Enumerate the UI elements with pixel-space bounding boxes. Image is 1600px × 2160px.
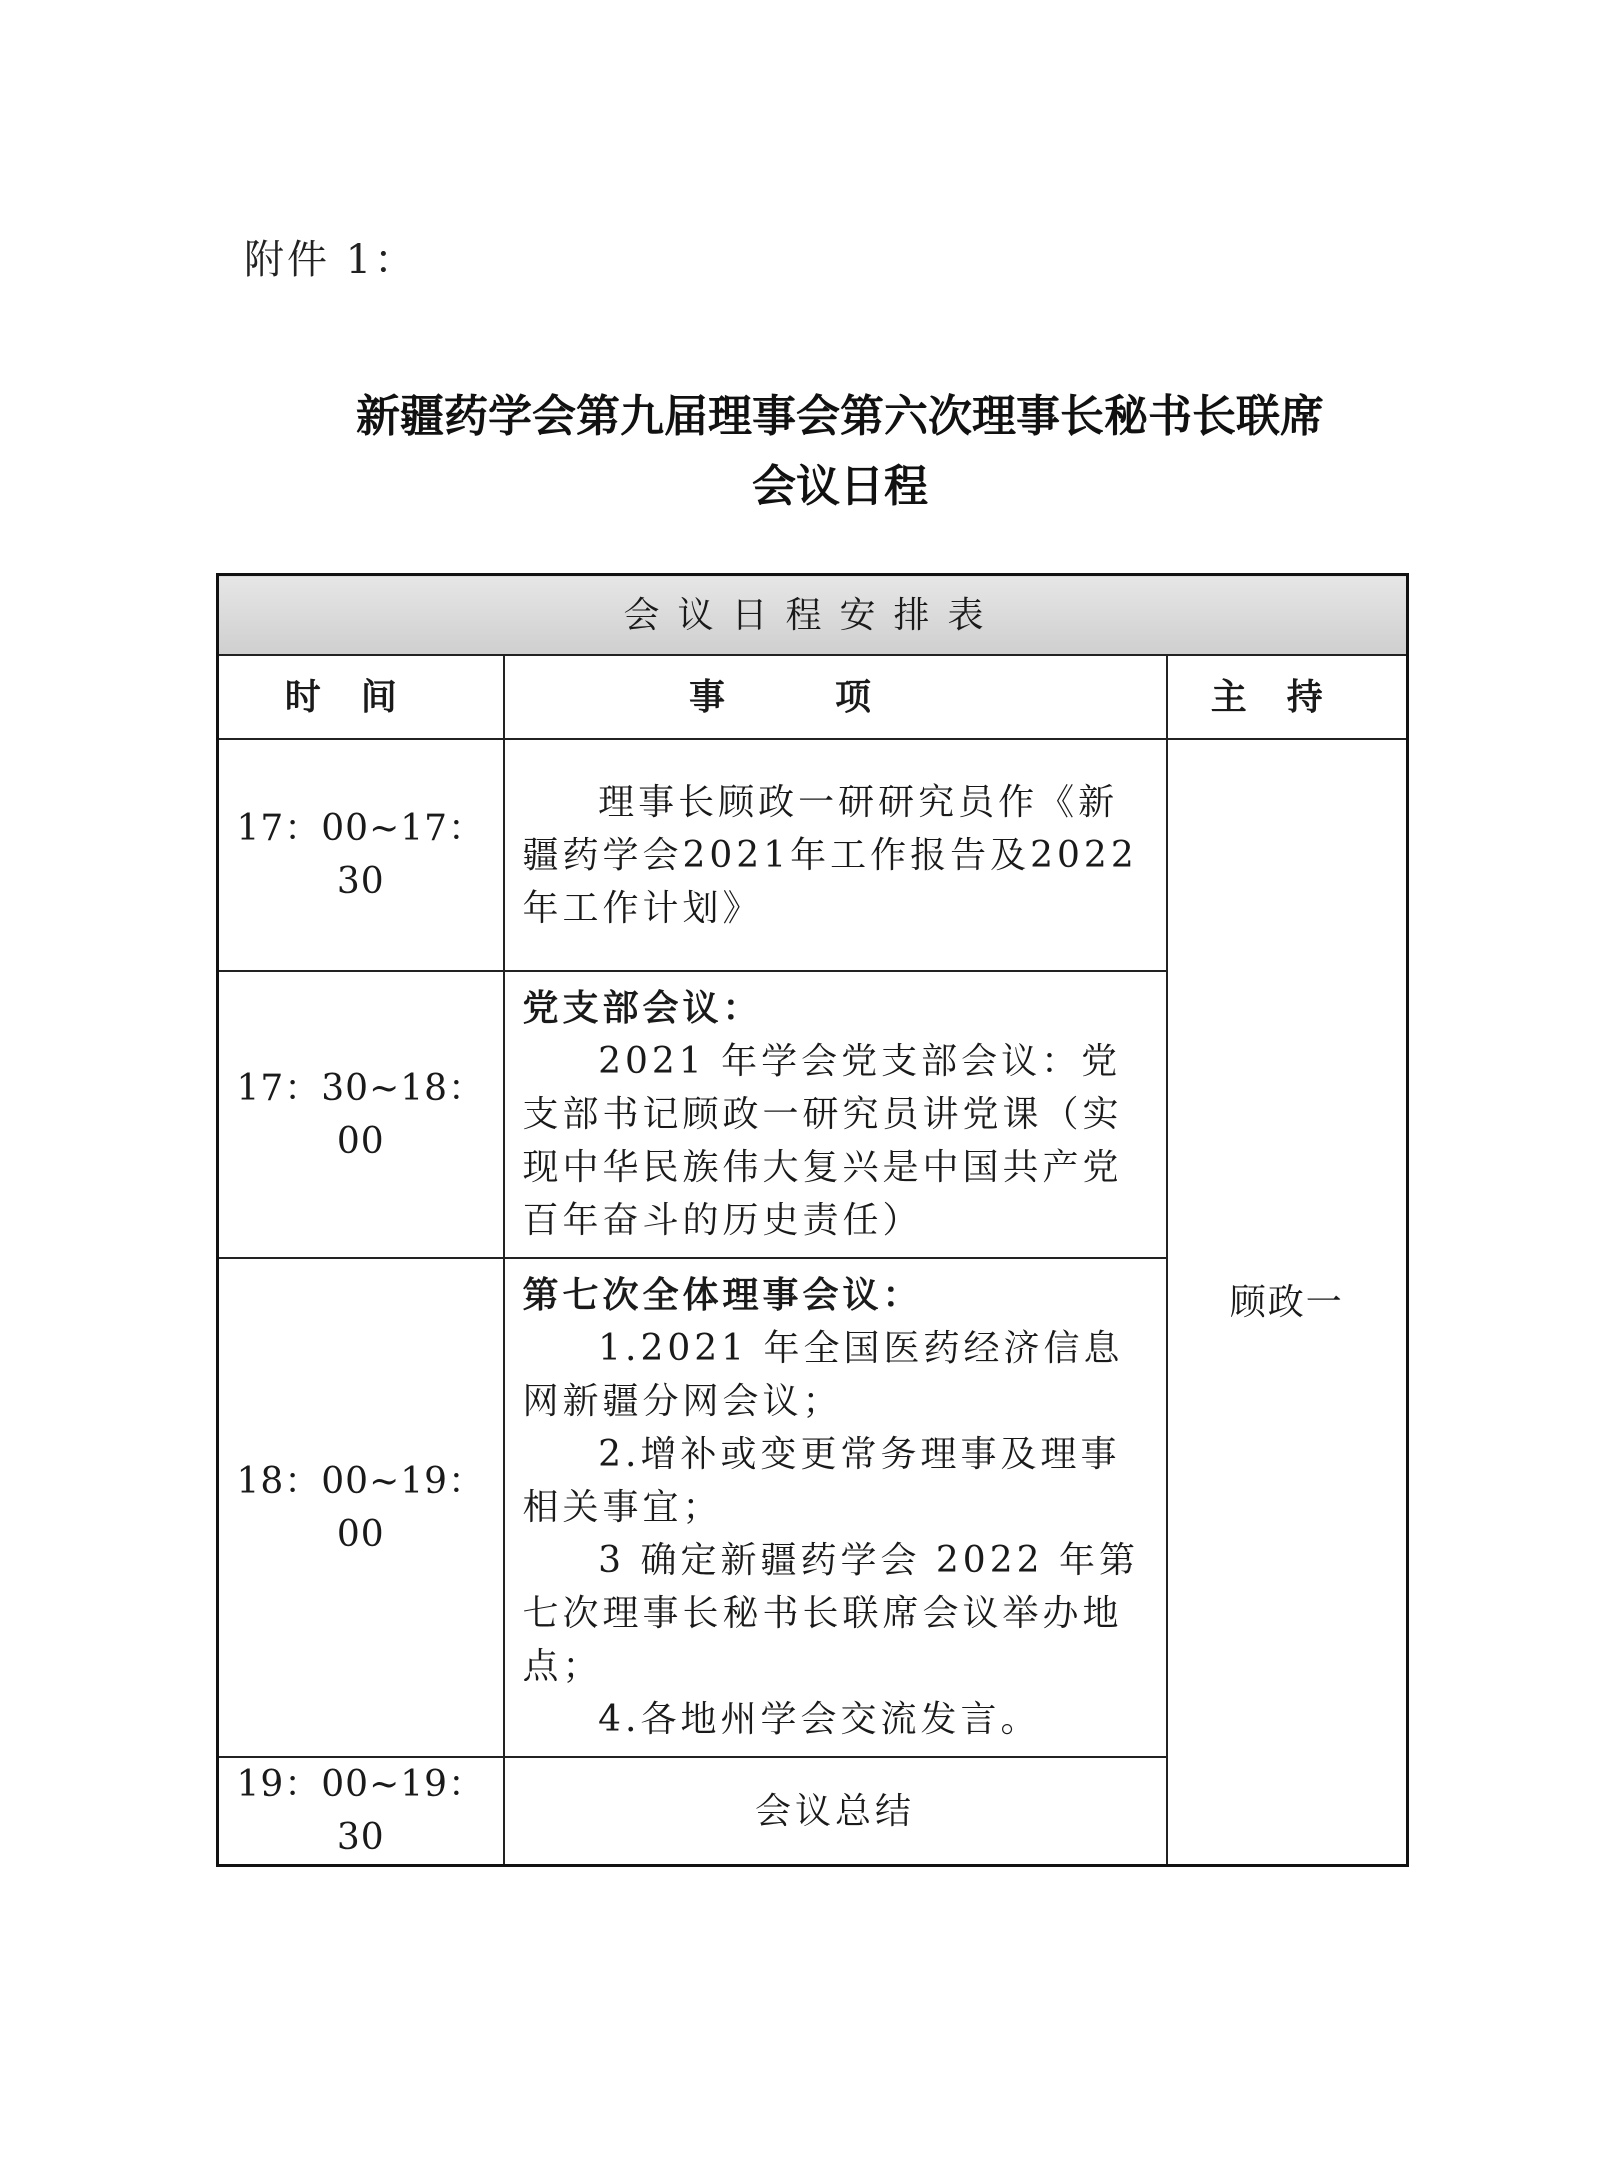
host-cell: 顾政一 (1167, 739, 1408, 1866)
document-title-line-1: 新疆药学会第九届理事会第六次理事长秘书长联席 (356, 391, 1324, 442)
item-cell (504, 1258, 1167, 1757)
time-cell: 17：30~18：00 (218, 971, 504, 1258)
header-host: 主持 (1167, 655, 1408, 739)
time-cell: 19：00~19：30 (218, 1757, 504, 1866)
item-paragraph: 2021 年学会党支部会议：党支部书记顾政一研究员讲党课（实现中华民族伟大复兴是中国共产党百年奋斗的历史责任） (522, 1041, 1123, 1241)
item-heading: 党支部会议： (522, 988, 763, 1029)
item-cell (504, 739, 1167, 971)
item-paragraph: 3 确定新疆药学会 2022 年第七次理事长秘书长联席会议举办地点； (522, 1540, 1139, 1687)
item-cell: 会议总结 (504, 1757, 1167, 1866)
document-title-line-2: 会议日程 (752, 461, 928, 512)
table-header-row (218, 655, 1408, 739)
item-cell (504, 971, 1167, 1258)
item-paragraph: 1.2021 年全国医药经济信息网新疆分网会议； (522, 1328, 1124, 1422)
table-caption: 会议日程安排表 (218, 575, 1408, 656)
header-item: 事项 (504, 655, 1167, 739)
attachment-label: 附件 1： (244, 237, 418, 283)
schedule-table (216, 573, 1409, 1867)
header-time: 时间 (218, 655, 504, 739)
item-paragraph: 2.增补或变更常务理事及理事相关事宜； (522, 1434, 1121, 1528)
item-paragraph: 理事长顾政一研研究员作《新疆药学会2021年工作报告及2022年工作计划》 (522, 781, 1138, 929)
time-cell: 17：00~17：30 (218, 739, 504, 971)
table-row (218, 739, 1408, 971)
item-paragraph: 4.各地州学会交流发言。 (598, 1699, 1041, 1740)
time-cell: 18：00~19：00 (218, 1258, 504, 1757)
item-heading: 第七次全体理事会议： (522, 1275, 923, 1316)
table-caption-row (218, 575, 1408, 656)
